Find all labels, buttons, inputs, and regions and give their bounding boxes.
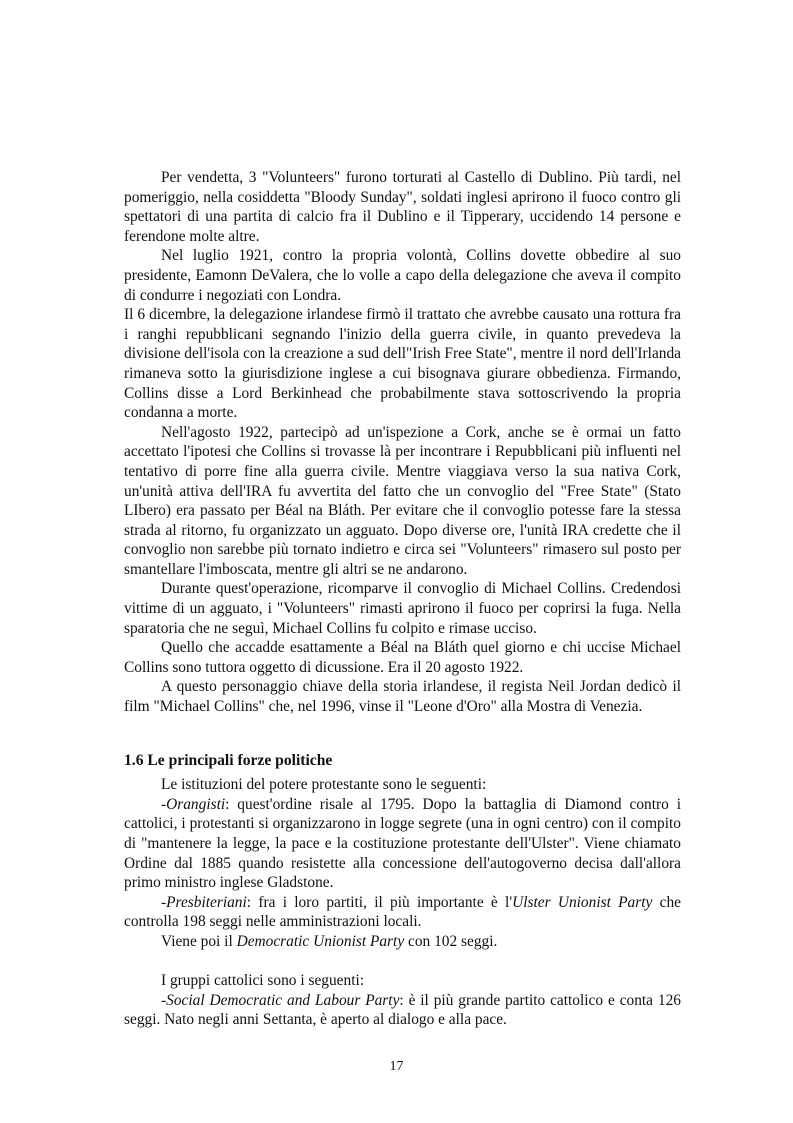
paragraph-orangisti — [124, 795, 681, 893]
term-presbiteriani: -Presbiteriani — [161, 893, 247, 911]
paragraph-spacer — [124, 952, 681, 972]
party-dup: Democratic Unionist Party — [236, 932, 405, 950]
paragraph-protestant-intro: Le istituzioni del potere protestante sono le seguenti: — [161, 776, 487, 794]
page-number: 17 — [389, 1059, 404, 1074]
text-dup-b: con 102 seggi. — [404, 932, 498, 950]
paragraph-sdlp — [124, 991, 681, 1030]
term-sdlp: -Social Democratic and Labour Party — [161, 991, 400, 1009]
text-presbiteriani-a: : fra i loro partiti, il più importante è l' — [246, 893, 513, 911]
paragraph-dup — [124, 932, 681, 952]
text-presbiteriani-b: che controlla 198 seggi nelle amministrazioni locali. — [124, 893, 681, 931]
paragraph-catholic-intro: I gruppi cattolici sono i seguenti: — [161, 972, 365, 990]
paragraph-presbiteriani — [124, 893, 681, 932]
document-body — [124, 168, 681, 1030]
paragraph-film: A questo personaggio chiave della storia irlandese, il regista Neil Jordan dedicò il film "Michael Collins" che, nel 1996, vinse il "Leone d'Oro" alla Mostra di Venezia. — [124, 678, 681, 716]
text-orangisti: : quest'ordine risale al 1795. Dopo la battaglia di Diamond contro i cattolici, i protestanti si organizzarono in logge segrete (una in ogni centro) con il compito di "mantenere la legge, la pace e la costituzione protestante dell'Ulster". Viene chiamato Ordine dal 1885 quando resistette alla concessione dell'autogoverno decisa dall'allora primo ministro inglese Gladstone. — [124, 795, 681, 892]
paragraph-july-1921: Nel luglio 1921, contro la propria volontà, Collins dovette obbedire al suo presidente, Eamonn DeValera, che lo volle a capo della delegazione che aveva il compito di condurre i negoziati con Londra. — [124, 247, 681, 304]
paragraph-bloody-sunday: Per vendetta, 3 "Volunteers" furono torturati al Castello di Dublino. Più tardi, nel pomeriggio, nella cosiddetta "Bloody Sunday", soldati inglesi aprirono il fuoco contro gli spettatori di una partita di calcio fra il Dublino e il Tipperary, uccidendo 14 persone e ferendone molte altre. — [124, 169, 681, 245]
text-sdlp: : è il più grande partito cattolico e conta 126 seggi. Nato negli anni Settanta, è aperto al dialogo e alla pace. — [124, 991, 681, 1029]
section-heading: 1.6 Le principali forze politiche — [124, 751, 333, 769]
paragraph-august-1922: Nell'agosto 1922, partecipò ad un'ispezione a Cork, anche se è ormai un fatto accettato l'ipotesi che Collins si trovasse là per incontrare i Repubblicani più influenti nel tentativo di porre fine alla guerra civile. Mentre viaggiava verso la sua nativa Cork, un'unità attiva dell'IRA fu avvertita del fatto che un convoglio del "Free State" (Stato LIbero) era passato per Béal na Bláth. Per evitare che il convoglio potesse fare la stessa strada al ritorno, fu organizzato un agguato. Dopo diverse ore, l'unità IRA credette che il convoglio non sarebbe più tornato indietro e circa sei "Volunteers" rimasero sul posto per smantellare l'imboscata, mentre gli altri se ne andarono. — [124, 423, 681, 578]
paragraph-treaty: Il 6 dicembre, la delegazione irlandese firmò il trattato che avrebbe causato una rottura fra i ranghi repubblicani segnando l'inizio della guerra civile, in quanto prevedeva la divisione dell'isola con la creazione a sud dell"Irish Free State", mentre il nord dell'Irlanda rimaneva sotto la giurisdizione inglese a cui bisognava giurare obbedienza. Firmando, Collins disse a Lord Berkinhead che probabilmente stava sottoscrivendo la propria condanna a morte. — [124, 306, 681, 422]
paragraph-bealnablath: Quello che accadde esattamente a Béal na Bláth quel giorno e chi uccise Michael Collins sono tuttora oggetto di dicussione. Era il 20 agosto 1922. — [124, 639, 681, 676]
term-orangisti: -Orangisti — [161, 795, 226, 813]
text-dup-a: Viene poi il — [161, 932, 237, 950]
paragraph-ambush: Durante quest'operazione, ricomparve il convoglio di Michael Collins. Credendosi vittime di un agguato, i "Volunteers" rimasti aprirono il fuoco per coprirsi la fuga. Nella sparatoria che ne seguì, Michael Collins fu colpito e rimase ucciso. — [124, 580, 681, 637]
party-uup: Ulster Unionist Party — [512, 893, 653, 911]
